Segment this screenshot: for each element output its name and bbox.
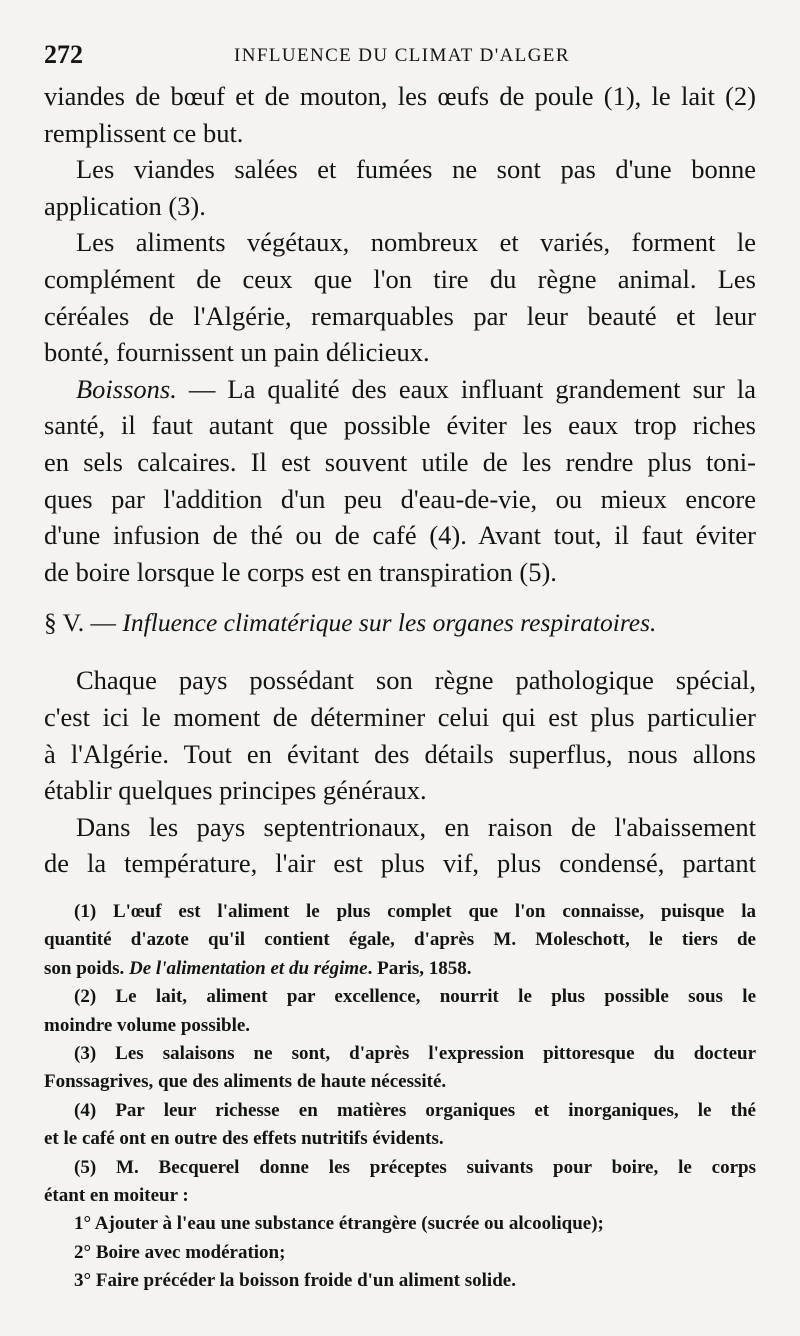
footnote-line: (4) Par leur richesse en matières organiques et inorganiques, le thé <box>74 1099 756 1121</box>
section-title: Influence climatérique sur les organes respiratoires. <box>122 608 657 638</box>
text-line: de la température, l'air est plus vif, plus condensé, partant <box>44 848 756 879</box>
text-line: Boissons. — La qualité des eaux influant grandement sur la <box>76 373 756 404</box>
text-line: ques par l'addition d'un peu d'eau-de-vie, ou mieux encore <box>44 483 756 514</box>
page-number: 272 <box>44 40 83 69</box>
precept-item: 3° Faire précéder la boisson froide d'un aliment solide. <box>74 1270 516 1292</box>
page-header <box>44 38 754 74</box>
footnote-line: (5) M. Becquerel donne les préceptes suivants pour boire, le corps <box>74 1156 756 1178</box>
book-title: De l'alimentation et du régime <box>129 957 368 979</box>
section-heading <box>44 606 756 640</box>
text-line: en sels calcaires. Il est souvent utile de les rendre plus toni- <box>44 446 756 477</box>
paragraph <box>44 809 756 882</box>
footnote-line: son poids. De l'alimentation et du régime. Paris, 1858. <box>44 957 472 979</box>
text-line: remplissent ce but. <box>44 117 244 148</box>
text-line: établir quelques principes généraux. <box>44 775 427 806</box>
footnotes <box>44 898 756 1295</box>
text-line: Les viandes salées et fumées ne sont pas d'une bonne <box>76 154 756 185</box>
footnote <box>44 1154 756 1296</box>
text-line: application (3). <box>44 190 206 221</box>
footnote <box>44 1040 756 1097</box>
text-line: c'est ici le moment de déterminer celui qui est plus particulier <box>44 701 756 732</box>
footnote <box>44 1097 756 1154</box>
footnote <box>44 983 756 1040</box>
paragraph <box>44 662 756 808</box>
text-line: Les aliments végétaux, nombreux et variés, forment le <box>76 227 756 258</box>
footnote-line: moindre volume possible. <box>44 1014 251 1036</box>
footnote <box>44 898 756 983</box>
footnote-line: et le café ont en outre des effets nutritifs évidents. <box>44 1128 444 1150</box>
text-line: d'une infusion de thé ou de café (4). Avant tout, il faut éviter <box>44 520 756 551</box>
footnote-line: étant en moiteur : <box>44 1184 189 1206</box>
text-line: Chaque pays possédant son règne pathologique spécial, <box>76 665 756 696</box>
text-line: bonté, fournissent un pain délicieux. <box>44 337 430 368</box>
main-text <box>44 78 756 882</box>
text-line: de boire lorsque le corps est en transpiration (5). <box>44 556 557 587</box>
paragraph <box>44 224 756 370</box>
footnote-line: (1) L'œuf est l'aliment le plus complet que l'on connaisse, puisque la <box>74 901 756 922</box>
text-line: viandes de bœuf et de mouton, les œufs de poule (1), le lait (2) <box>44 81 756 111</box>
precept-item: 1° Ajouter à l'eau une substance étrangère (sucrée ou alcoolique); <box>74 1213 604 1235</box>
paragraph <box>44 78 756 151</box>
text-line: céréales de l'Algérie, remarquables par leur beauté et leur <box>44 300 756 331</box>
text-line: santé, il faut autant que possible éviter les eaux trop riches <box>44 410 756 441</box>
paragraph-label: Boissons. <box>76 373 177 404</box>
footnote-line: (3) Les salaisons ne sont, d'après l'expression pittoresque du docteur <box>74 1042 756 1064</box>
text-line: Dans les pays septentrionaux, en raison de l'abaissement <box>76 811 756 842</box>
paragraph <box>44 371 756 591</box>
running-title: INFLUENCE DU CLIMAT D'ALGER <box>234 45 570 66</box>
footnote-line: Fonssagrives, que des aliments de haute nécessité. <box>44 1071 447 1093</box>
footnote-line: quantité d'azote qu'il contient égale, d'après M. Moleschott, le tiers de <box>44 929 756 951</box>
paragraph <box>44 151 756 224</box>
text-line: complément de ceux que l'on tire du règne animal. Les <box>44 263 756 294</box>
footnote-line: (2) Le lait, aliment par excellence, nourrit le plus possible sous le <box>74 986 756 1008</box>
section-number: § V. — <box>44 608 123 638</box>
precept-item: 2° Boire avec modération; <box>74 1241 286 1263</box>
text-line: à l'Algérie. Tout en évitant des détails superflus, nous allons <box>44 738 756 769</box>
